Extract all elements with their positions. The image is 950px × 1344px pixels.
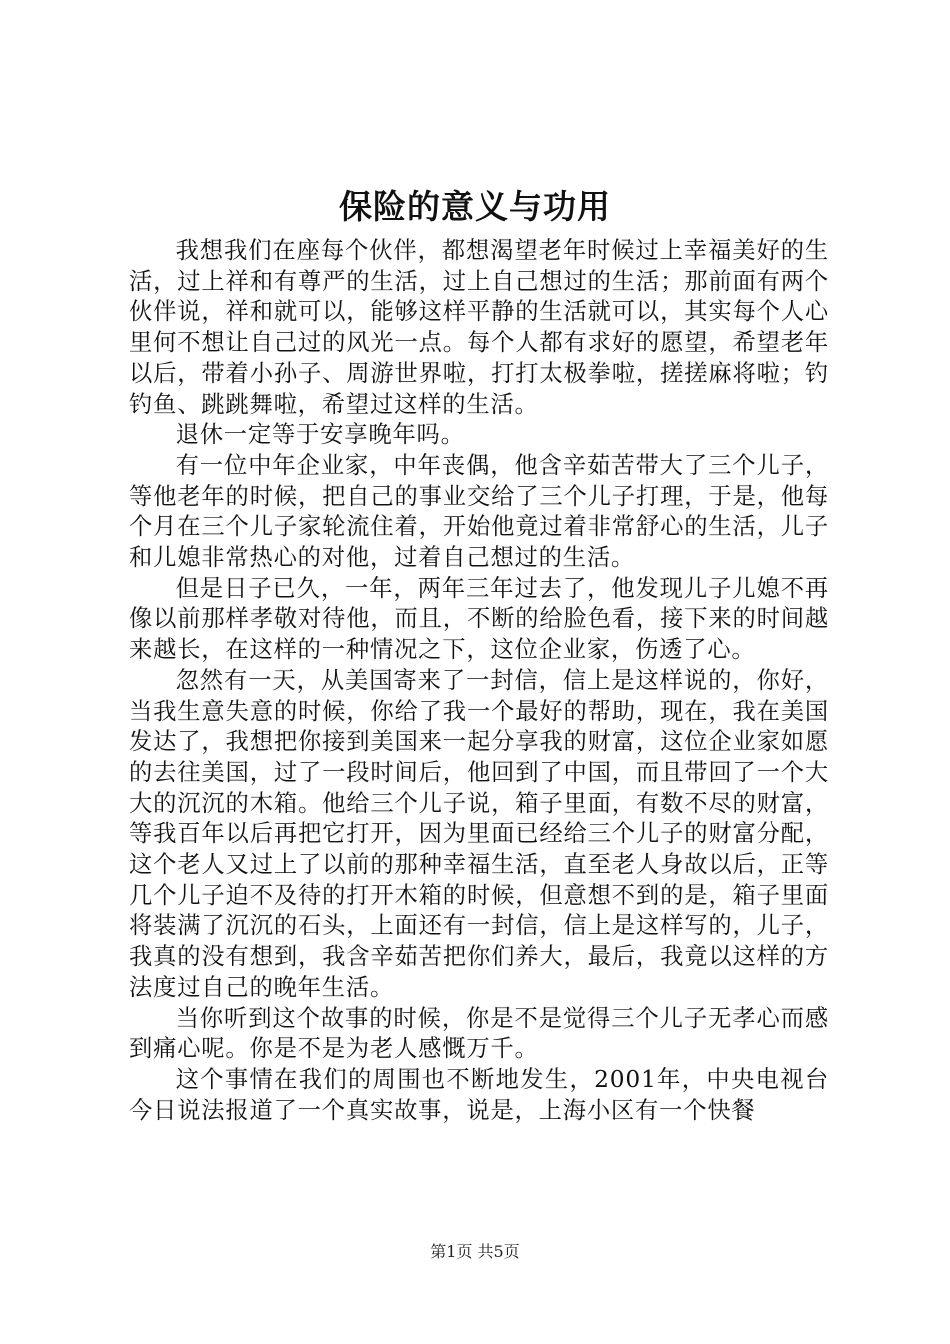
paragraph: 当你听到这个故事的时候，你是不是觉得三个儿子无孝心而感到痛心呢。你是不是为老人感慨万千。 xyxy=(129,1004,829,1063)
paragraph: 有一位中年企业家，中年丧偶，他含辛茹苦带大了三个儿子，等他老年的时候，把自己的事业交给了三个儿子打理，于是，他每个月在三个儿子家轮流住着，开始他竟过着非常舒心的生活，儿子和儿媳非常热心的对他，过着自己想过的生活。 xyxy=(129,451,829,572)
paragraph: 退休一定等于安享晚年吗。 xyxy=(175,421,465,449)
document-body xyxy=(129,236,829,1126)
page-number-footer: 第1页 共5页 xyxy=(430,1242,520,1261)
paragraph: 但是日子已久，一年，两年三年过去了，他发现儿子儿媳不再像以前那样孝敬对待他，而且，不断的给脸色看，接下来的时间越来越长，在这样的一种情况之下，这位企业家，伤透了心。 xyxy=(129,574,829,664)
document-title: 保险的意义与功用 xyxy=(339,187,611,226)
paragraph: 这个事情在我们的周围也不断地发生，2001年，中央电视台今日说法报道了一个真实故事，说是，上海小区有一个快餐 xyxy=(129,1065,829,1124)
paragraph: 我想我们在座每个伙伴，都想渴望老年时候过上幸福美好的生活，过上祥和有尊严的生活，过上自己想过的生活；那前面有两个伙伴说，祥和就可以，能够这样平静的生活就可以，其实每个人心里何不想让自己过的风光一点。每个人都有求好的愿望，希望老年以后，带着小孙子、周游世界啦，打打太极拳啦，搓搓麻将啦；钓钓鱼、跳跳舞啦，希望过这样的生活。 xyxy=(129,237,829,418)
paragraph: 忽然有一天，从美国寄来了一封信，信上是这样说的，你好，当我生意失意的时候，你给了我一个最好的帮助，现在，我在美国发达了，我想把你接到美国来一起分享我的财富，这位企业家如愿的去往美国，过了一段时间后，他回到了中国，而且带回了一个大大的沉沉的木箱。他给三个儿子说，箱子里面，有数不尽的财富，等我百年以后再把它打开，因为里面已经给三个儿子的财富分配，这个老人又过上了以前的那种幸福生活，直至老人身故以后，正等几个儿子迫不及待的打开木箱的时候，但意想不到的是，箱子里面将装满了沉沉的石头，上面还有一封信，信上是这样写的，儿子，我真的没有想到，我含辛茹苦把你们养大，最后，我竟以这样的方法度过自己的晚年生活。 xyxy=(129,666,829,1001)
